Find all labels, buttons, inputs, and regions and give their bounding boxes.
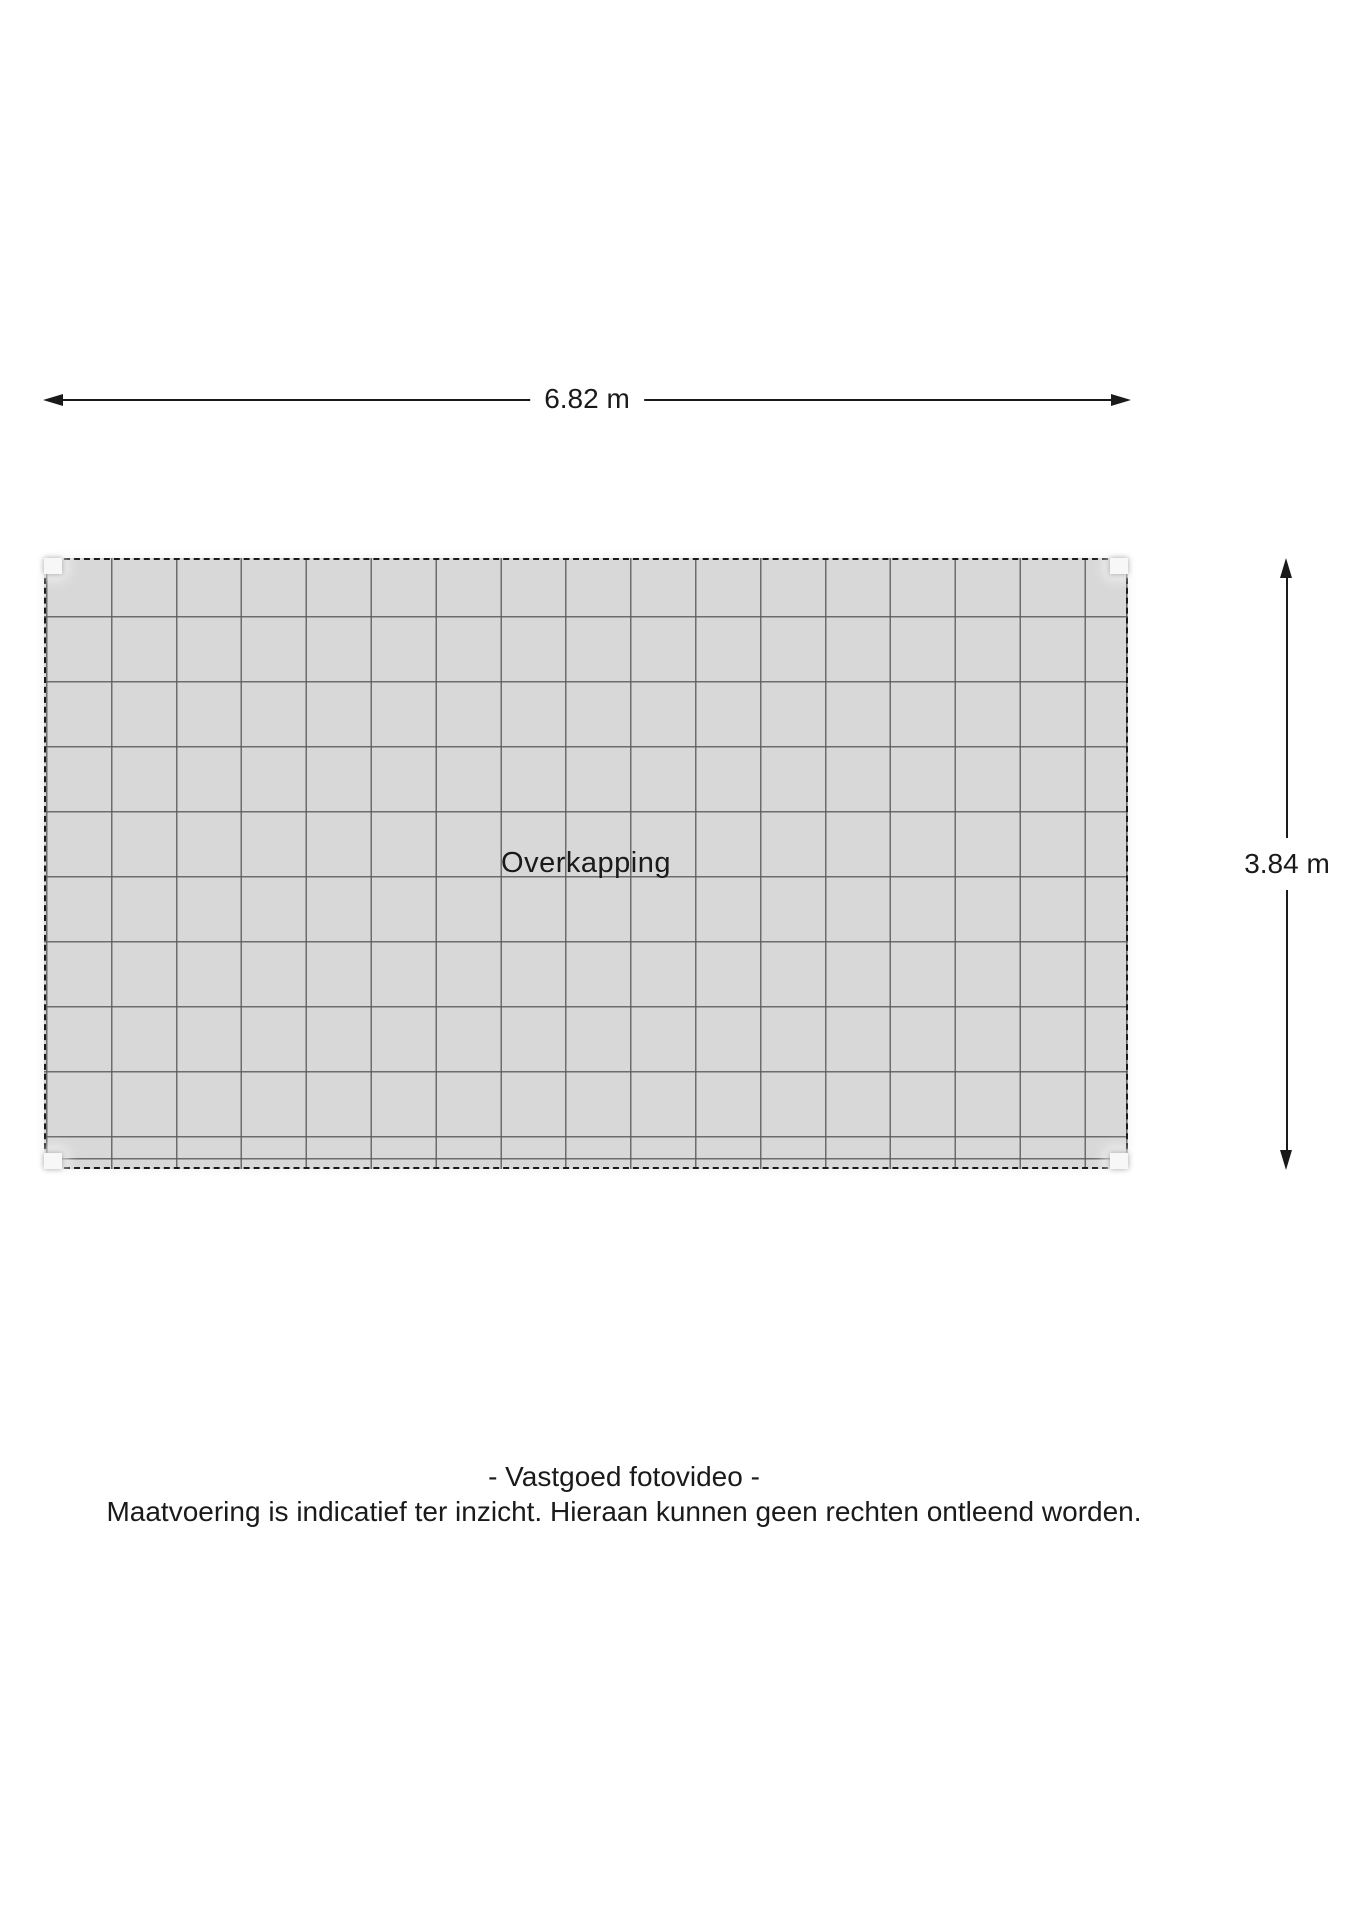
room-label: Overkapping: [501, 846, 671, 879]
arrow-right-icon: [1111, 394, 1131, 406]
width-dimension: [43, 383, 1131, 414]
corner-post-top-right: [1110, 558, 1128, 574]
arrow-down-icon: [1280, 1150, 1292, 1170]
height-dimension: [1244, 558, 1330, 1170]
disclaimer-text: Maatvoering is indicatief ter inzicht. Hieraan kunnen geen rechten ontleend worden.: [106, 1496, 1142, 1527]
height-dimension-label: 3.84 m: [1242, 838, 1332, 890]
disclaimer: [0, 1459, 1248, 1529]
corner-post-top-left: [44, 558, 62, 574]
disclaimer-brand: - Vastgoed fotovideo -: [488, 1461, 760, 1492]
overkapping-area: [44, 558, 1128, 1169]
width-dimension-label: 6.82 m: [530, 380, 644, 418]
corner-post-bottom-right: [1110, 1153, 1128, 1169]
corner-post-bottom-left: [44, 1153, 62, 1169]
